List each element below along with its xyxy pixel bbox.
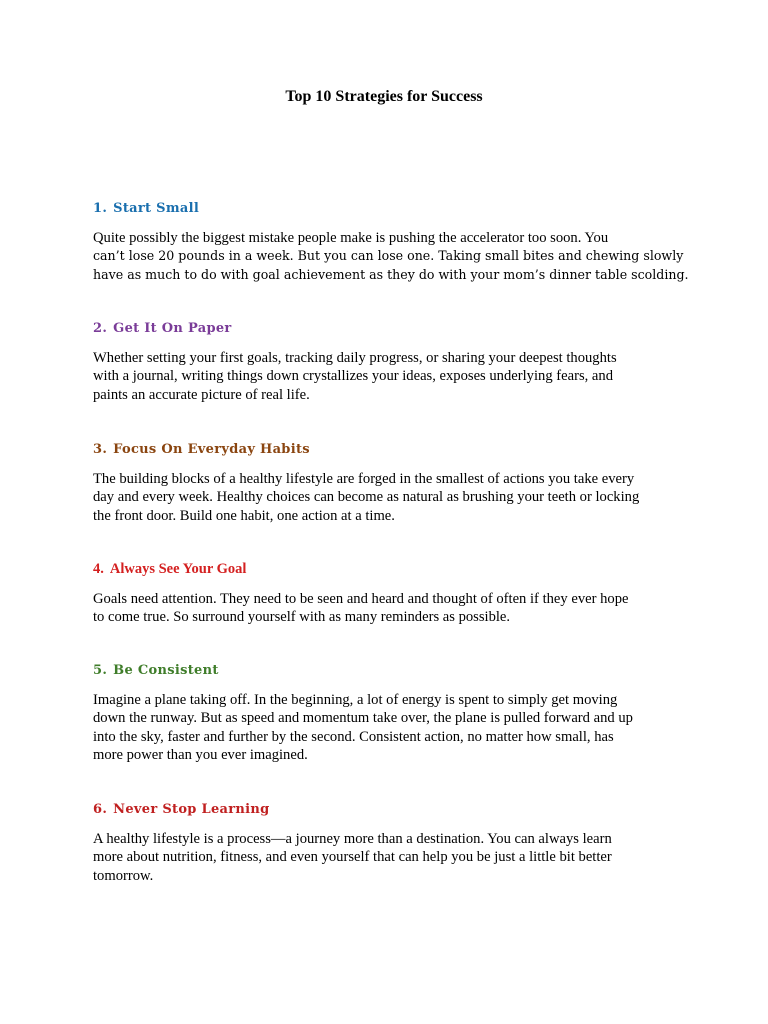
section-be-consistent (93, 663, 678, 764)
section-body (93, 590, 678, 627)
section-always-see-your-goal (93, 561, 678, 626)
section-heading (93, 663, 678, 678)
section-number: 4. (93, 561, 104, 577)
section-body (93, 691, 678, 765)
body-line: the front door. Build one habit, one action at a time. (93, 507, 395, 524)
body-line: have as much to do with goal achievement as they do with your mom’s dinner table scolding. (93, 266, 689, 282)
body-line: Whether setting your first goals, tracking daily progress, or sharing your deepest thoughts (93, 350, 617, 366)
section-start-small (93, 201, 689, 282)
body-line: The building blocks of a healthy lifestyle are forged in the smallest of actions you take every (93, 471, 635, 487)
body-line: down the runway. But as speed and momentum take over, the plane is pulled forward and up (93, 710, 633, 727)
body-line: Goals need attention. They need to be seen and heard and thought of often if they ever hope (93, 591, 629, 607)
section-heading (93, 802, 678, 817)
body-line: paints an accurate picture of real life. (93, 386, 310, 403)
body-line: more power than you ever imagined. (93, 747, 308, 764)
document-title: Top 10 Strategies for Success (285, 88, 483, 105)
body-line: into the sky, faster and further by the second. Consistent action, no matter how small, has (93, 728, 614, 745)
section-get-it-on-paper (93, 321, 678, 403)
section-heading (93, 201, 678, 216)
section-heading-text: Start Small (113, 201, 200, 216)
body-line: Quite possibly the biggest mistake people make is pushing the accelerator too soon. You (93, 230, 609, 246)
section-heading-text: Never Stop Learning (113, 802, 270, 817)
body-line: can’t lose 20 pounds in a week. But you can lose one. Taking small bites and chewing slowly (93, 248, 684, 264)
body-line: to come true. So surround yourself with as many reminders as possible. (93, 609, 511, 626)
section-heading (93, 321, 678, 336)
body-line: day and every week. Healthy choices can become as natural as brushing your teeth or locking (93, 489, 640, 506)
body-line: with a journal, writing things down crystallizes your ideas, exposes underlying fears, and (93, 368, 613, 385)
section-heading-text: Get It On Paper (113, 321, 232, 336)
section-number: 5. (93, 663, 108, 678)
section-heading-text: Focus On Everyday Habits (113, 442, 310, 457)
body-line: A healthy lifestyle is a process—a journey more than a destination. You can always learn (93, 831, 612, 847)
section-body (93, 349, 678, 404)
section-body (93, 470, 678, 525)
section-focus-on-everyday-habits (93, 442, 678, 524)
body-line: more about nutrition, fitness, and even yourself that can help you be just a little bit better (93, 849, 612, 866)
section-heading (93, 442, 678, 457)
section-number: 1. (93, 201, 108, 216)
section-never-stop-learning (93, 802, 678, 884)
section-heading-text: Be Consistent (113, 663, 219, 678)
section-body (93, 830, 678, 885)
section-heading (93, 561, 678, 578)
section-body (93, 229, 689, 284)
body-line: tomorrow. (93, 867, 154, 884)
section-number: 6. (93, 802, 108, 817)
section-number: 3. (93, 442, 108, 457)
section-number: 2. (93, 321, 108, 336)
section-heading-text: Always See Your Goal (109, 561, 247, 577)
body-line: Imagine a plane taking off. In the beginning, a lot of energy is spent to simply get moving (93, 692, 618, 708)
